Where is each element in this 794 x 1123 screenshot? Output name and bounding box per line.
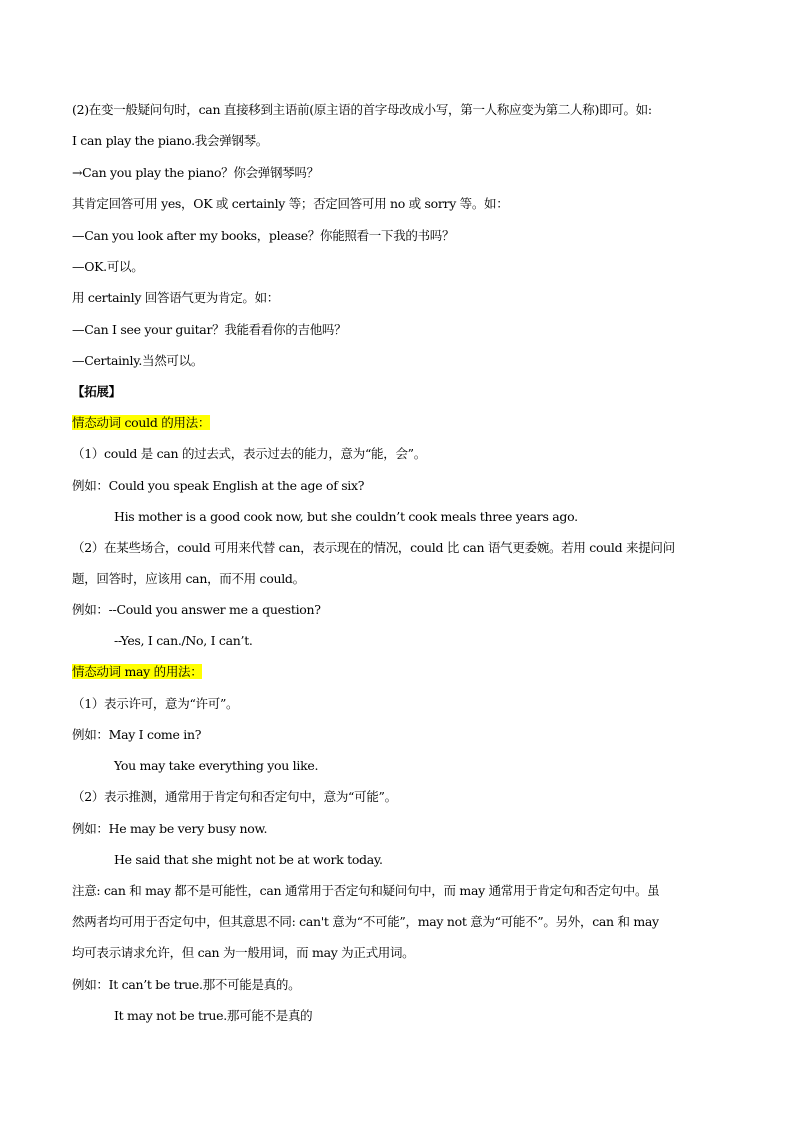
dialogue-line: —Can I see your guitar？我能看看你的吉他吗？: [72, 322, 347, 337]
example-line: It may not be true.那可能不是真的: [114, 1008, 313, 1023]
example-line: →Can you play the piano？你会弹钢琴吗？: [72, 165, 319, 180]
example-line: --Yes, I can./No, I can’t.: [114, 633, 253, 648]
paragraph-line: （1）could 是 can 的过去式，表示过去的能力，意为“能，会”。: [72, 446, 426, 461]
example-line: You may take everything you like.: [114, 758, 319, 773]
paragraph-line: 用 certainly 回答语气更为肯定。如：: [72, 290, 280, 305]
example-line: 例如：May I come in?: [72, 727, 202, 742]
example-line: His mother is a good cook now, but she couldn’t cook meals three years ago.: [114, 509, 578, 524]
dialogue-line: —Can you look after my books，please？你能照看一下我的书吗？: [72, 228, 455, 243]
dialogue-line: —Certainly.当然可以。: [72, 353, 204, 368]
paragraph-line: （1）表示许可，意为“许可”。: [72, 696, 239, 711]
example-line: 例如：--Could you answer me a question?: [72, 602, 321, 617]
highlighted-heading: 情态动词 could 的用法：: [72, 415, 211, 430]
dialogue-line: —OK.可以。: [72, 259, 144, 274]
example-line: I can play the piano.我会弹钢琴。: [72, 133, 269, 148]
note-line: 均可表示请求允许，但 can 为一般用词，而 may 为正式用词。: [72, 945, 415, 960]
example-line: 例如：It can’t be true.那不可能是真的。: [72, 977, 301, 992]
paragraph-line: 其肯定回答可用 yes，OK 或 certainly 等；否定回答可用 no 或 sorry 等。如：: [72, 196, 509, 211]
example-line: He said that she might not be at work today.: [114, 852, 383, 867]
subheading-could: [72, 414, 210, 432]
note-line: 然两者均可用于否定句中，但其意思不同: can't 意为“不可能”，may not 意为“可能不”。另外，can 和 may: [72, 914, 659, 929]
example-line: 例如：Could you speak English at the age of six?: [72, 478, 365, 493]
paragraph-line: 题，回答时，应该用 can，而不用 could。: [72, 571, 305, 586]
highlighted-heading: 情态动词 may 的用法：: [72, 664, 203, 679]
subheading-may: [72, 663, 202, 681]
paragraph-line: (2)在变一般疑问句时，can 直接移到主语前(原主语的首字母改成小写，第一人称应变为第二人称)即可。如:: [72, 102, 652, 117]
example-line: 例如：He may be very busy now.: [72, 821, 268, 836]
note-line: 注意: can 和 may 都不是可能性，can 通常用于否定句和疑问句中，而 may 通常用于肯定句和否定句中。虽: [72, 883, 660, 898]
paragraph-line: （2）表示推测，通常用于肯定句和否定句中，意为“可能”。: [72, 789, 397, 804]
paragraph-line: （2）在某些场合，could 可用来代替 can，表示现在的情况，could 比 can 语气更委婉。若用 could 来提问问: [72, 540, 675, 555]
section-heading-extension: 【拓展】: [72, 384, 121, 399]
